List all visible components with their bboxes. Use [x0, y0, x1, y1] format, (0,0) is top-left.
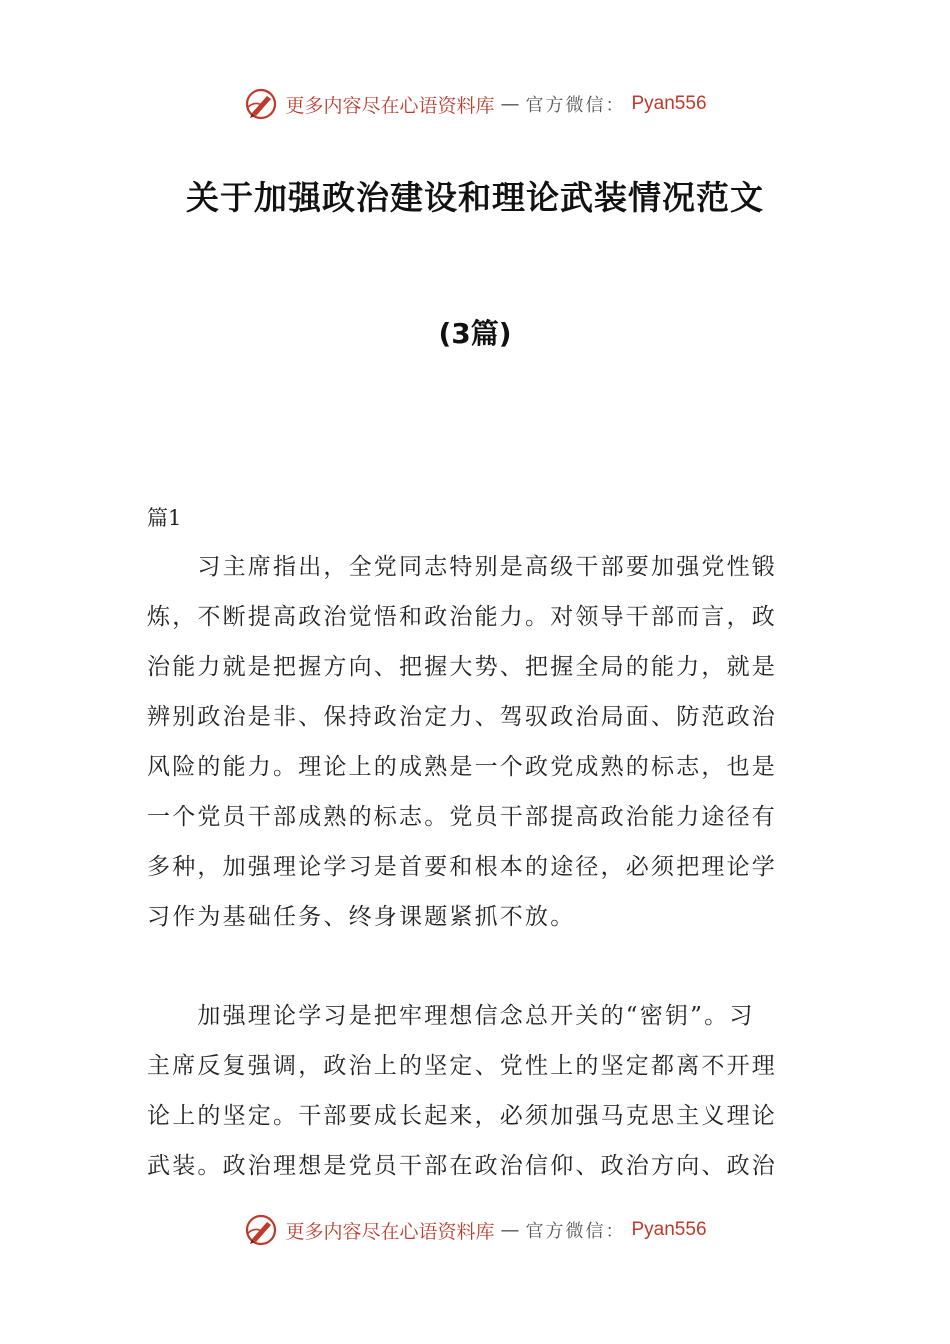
footer-watermark-banner: [0, 1208, 950, 1252]
banner-wechat-id: Pyan556: [631, 1219, 707, 1240]
paragraph-line: 主席反复强调，政治上的坚定、党性上的坚定都离不开理: [147, 1053, 777, 1079]
paragraph-line: 论上的坚定。干部要成长起来，必须加强马克思主义理论: [147, 1103, 777, 1129]
paragraph-line: 多种，加强理论学习是首要和根本的途径，必须把理论学: [147, 854, 777, 880]
paragraph-line: 风险的能力。理论上的成熟是一个政党成熟的标志，也是: [147, 754, 777, 780]
section-label: 篇1: [147, 506, 182, 530]
banner-separator: —: [500, 93, 520, 115]
pen-logo-icon: [243, 1212, 279, 1248]
document-subtitle: (3篇): [438, 317, 512, 350]
paragraph-line: 习作为基础任务、终身课题紧抓不放。: [147, 904, 576, 930]
paragraph-line: 炼，不断提高政治觉悟和政治能力。对领导干部而言，政: [147, 604, 777, 630]
paragraph-line: 加强理论学习是把牢理想信念总开关的“密钥”。习: [147, 1003, 755, 1029]
pen-logo-icon: [243, 86, 279, 122]
paragraph-line: 武装。政治理想是党员干部在政治信仰、政治方向、政治: [147, 1153, 777, 1179]
banner-wechat-label: 官方微信：: [525, 95, 626, 116]
paragraph-line: 治能力就是把握方向、把握大势、把握全局的能力，就是: [147, 654, 777, 680]
banner-wechat-id: Pyan556: [631, 93, 707, 114]
paragraph-1: [147, 542, 807, 942]
document-title: 关于加强政治建设和理论武装情况范文: [186, 178, 764, 217]
paragraph-line: 辨别政治是非、保持政治定力、驾驭政治局面、防范政治: [147, 704, 777, 730]
banner-separator: —: [500, 1219, 520, 1241]
paragraph-line: 一个党员干部成熟的标志。党员干部提高政治能力途径有: [147, 804, 777, 830]
paragraph-2: [147, 991, 807, 1191]
banner-wechat-label: 官方微信：: [525, 1221, 626, 1242]
banner-brand-text: 更多内容尽在心语资料库: [285, 1220, 495, 1243]
paragraph-line: 习主席指出，全党同志特别是高级干部要加强党性锻: [147, 554, 777, 580]
header-watermark-banner: [0, 82, 950, 126]
banner-brand-text: 更多内容尽在心语资料库: [285, 94, 495, 117]
